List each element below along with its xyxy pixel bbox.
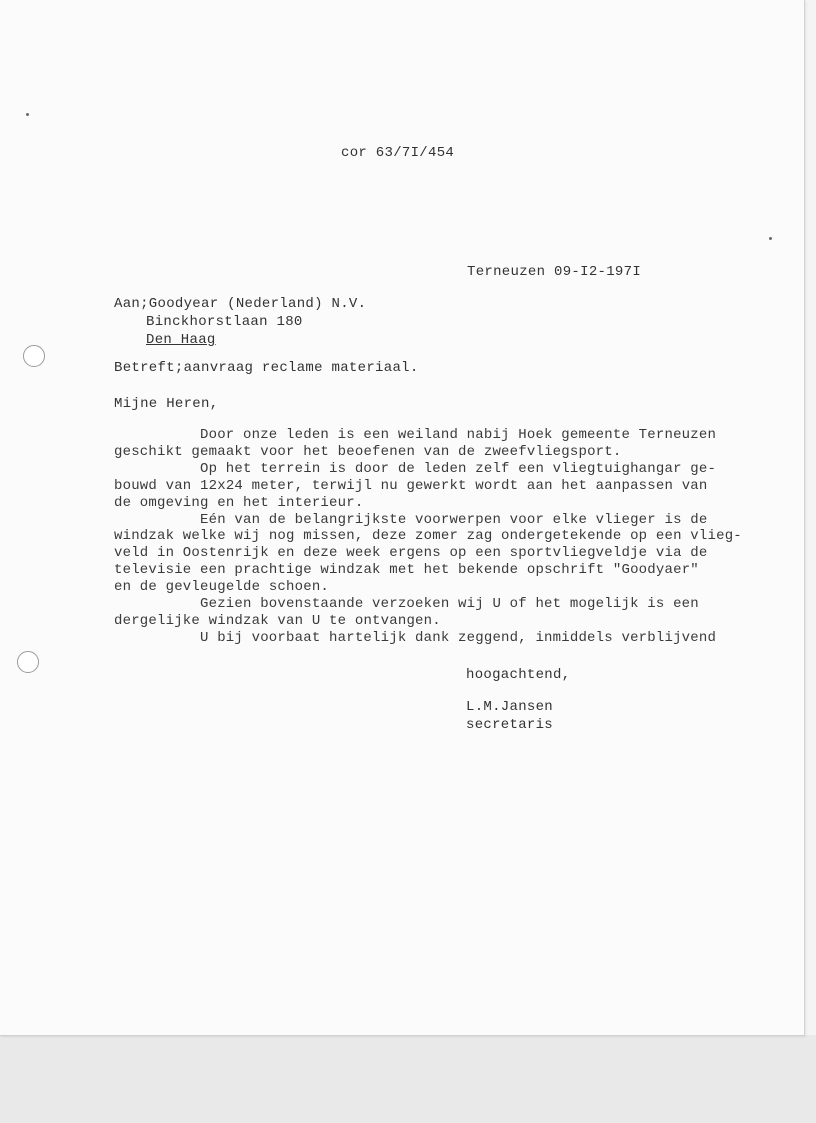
body-line: U bij voorbaat hartelijk dank zeggend, inmiddels verblijvend bbox=[200, 629, 717, 646]
body-line: de omgeving en het interieur. bbox=[114, 494, 364, 511]
body-line: Door onze leden is een weiland nabij Hoek gemeente Terneuzen bbox=[200, 427, 717, 443]
place-date: Terneuzen 09-I2-197I bbox=[467, 264, 642, 280]
signatory-title: secretaris bbox=[466, 717, 554, 733]
scanner-background bbox=[0, 1035, 816, 1123]
closing: hoogachtend, bbox=[466, 667, 571, 683]
reference-number: cor 63/7I/454 bbox=[341, 145, 455, 161]
salutation: Mijne Heren, bbox=[114, 396, 219, 412]
body-line: windzak welke wij nog missen, deze zomer zag ondergetekende op een vlieg- bbox=[114, 528, 742, 545]
recipient-name: Aan;Goodyear (Nederland) N.V. bbox=[114, 296, 367, 312]
body-line: televisie een prachtige windzak met het bekende opschrift "Goodyaer" bbox=[114, 562, 699, 579]
punch-hole bbox=[23, 345, 45, 367]
body-line: dergelijke windzak van U te ontvangen. bbox=[114, 612, 441, 629]
paper-speck bbox=[26, 113, 29, 116]
recipient-street: Binckhorstlaan 180 bbox=[146, 314, 303, 330]
body-line: geschikt gemaakt voor het beoefenen van de zweefvliegsport. bbox=[114, 443, 622, 460]
punch-hole bbox=[17, 651, 39, 673]
body-line: veld in Oostenrijk en deze week ergens op een sportvliegveldje via de bbox=[114, 545, 708, 562]
body-line: Op het terrein is door de leden zelf een vliegtuighangar ge- bbox=[200, 460, 717, 477]
body-line: Eén van de belangrijkste voorwerpen voor elke vlieger is de bbox=[200, 511, 708, 528]
body-line: Gezien bovenstaande verzoeken wij U of het mogelijk is een bbox=[200, 596, 699, 613]
recipient-city: Den Haag bbox=[146, 332, 216, 348]
paper-speck bbox=[769, 237, 772, 240]
body-line: en de gevleugelde schoen. bbox=[114, 579, 330, 596]
signatory-name: L.M.Jansen bbox=[466, 699, 554, 715]
letter-body bbox=[114, 427, 742, 647]
subject-line: Betreft;aanvraag reclame materiaal. bbox=[114, 360, 419, 376]
body-line: bouwd van 12x24 meter, terwijl nu gewerkt wordt aan het aanpassen van bbox=[114, 477, 708, 494]
